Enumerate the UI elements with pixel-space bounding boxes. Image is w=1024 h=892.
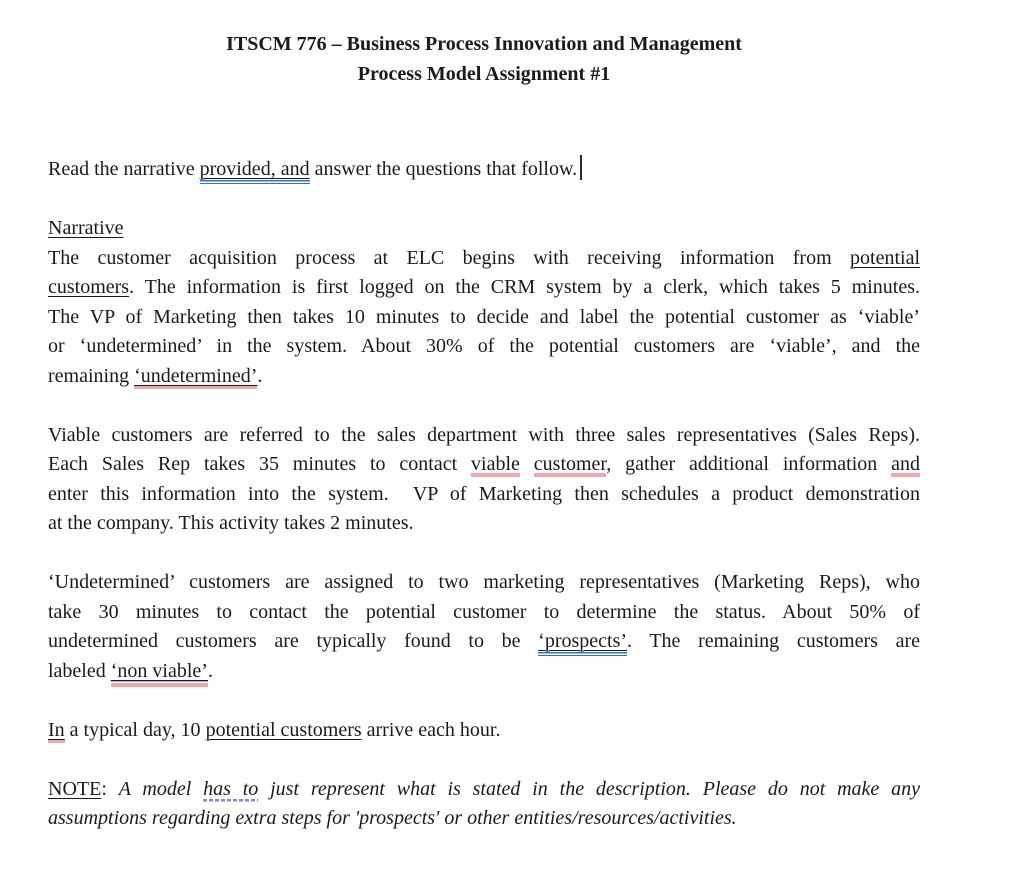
- text-line: [48, 509, 920, 539]
- text-run: . The remaining customers are: [627, 630, 920, 652]
- text-run: just represent what is stated in the description. Please do not make any: [258, 777, 920, 800]
- text-run: .: [257, 364, 263, 387]
- text-line: [48, 598, 920, 628]
- note-paragraph: [48, 775, 920, 834]
- document-body: [48, 155, 920, 834]
- text-line: [48, 244, 920, 274]
- text-run: Read the narrative: [48, 158, 200, 180]
- narrative-paragraph: [48, 214, 920, 391]
- underlined-text: potential customers: [205, 718, 362, 741]
- text-line: [48, 657, 920, 687]
- text-run: The VP of Marketing then takes 10 minutes to decide and label the potential customer as ‘viable’: [48, 305, 920, 328]
- text-run: :: [101, 777, 119, 800]
- text-line: [48, 627, 920, 657]
- text-line: [48, 362, 920, 392]
- typical-day-paragraph: [48, 716, 920, 746]
- document-title: [48, 30, 920, 89]
- text-line: [48, 421, 920, 451]
- underlined-text: Narrative: [48, 217, 124, 239]
- text-line: [48, 303, 920, 333]
- text-line: [48, 775, 920, 805]
- viable-customers-paragraph: [48, 421, 920, 539]
- text-line: [48, 716, 920, 746]
- text-run: take 30 minutes to contact the potential customer to determine the status. About 50% of: [48, 600, 920, 623]
- document-title-line1: ITSCM 776 – Business Process Innovation and Management: [226, 33, 742, 55]
- text-run: at the company. This activity takes 2 minutes.: [48, 512, 414, 534]
- text-line: [48, 804, 920, 834]
- text-line: [48, 568, 920, 598]
- text-run: The customer acquisition process at ELC begins with receiving information from: [48, 246, 851, 269]
- underlined-text: customers: [48, 276, 130, 298]
- text-run: .: [207, 659, 213, 682]
- text-run: Viable customers are referred to the sales department with three sales representatives (Sales Reps).: [48, 423, 920, 446]
- text-run: labeled: [48, 659, 111, 682]
- text-line: [48, 332, 920, 362]
- text-run: undetermined customers are typically found to be: [48, 630, 539, 652]
- spelling-marked-text: In: [48, 718, 65, 741]
- text-line: [48, 273, 920, 303]
- text-run: ‘Undetermined’ customers are assigned to two marketing representatives (Marketing Reps), who: [48, 571, 920, 593]
- text-line: [48, 155, 920, 185]
- undetermined-customers-paragraph: [48, 568, 920, 686]
- text-line: [48, 214, 920, 244]
- spelling-and-grammar-marked-text: ‘non viable’: [111, 660, 208, 687]
- spelling-marked-text: viable: [471, 453, 520, 475]
- grammar-marked-text: provided, and: [200, 158, 310, 184]
- text-run: assumptions regarding extra steps for 'prospects' or other entities/resources/activities.: [48, 807, 737, 829]
- text-run: answer the questions that follow.: [309, 158, 578, 180]
- text-run: remaining: [48, 364, 135, 387]
- underlined-text: potential: [850, 246, 920, 269]
- spelling-marked-text: customer: [533, 453, 607, 475]
- text-run: arrive each hour.: [361, 718, 501, 741]
- grammar-marked-text: ‘prospects’: [538, 630, 627, 656]
- intro-paragraph: [48, 155, 920, 185]
- refinement-marked-text: has to: [203, 777, 259, 800]
- underlined-text: NOTE: [48, 777, 102, 800]
- document-title-line2: Process Model Assignment #1: [357, 62, 611, 85]
- text-run: Each Sales Rep takes 35 minutes to contact: [48, 453, 472, 475]
- text-run: a typical day, 10: [64, 718, 206, 741]
- text-cursor: [580, 155, 582, 180]
- text-run: A model: [118, 777, 204, 800]
- text-run: . The information is first logged on the CRM system by a clerk, which takes 5 minutes.: [129, 276, 920, 298]
- text-line: [48, 480, 920, 510]
- text-run: enter this information into the system. VP of Marketing then schedules a product demonstration: [48, 482, 920, 505]
- text-run: [520, 453, 534, 475]
- text-run: or ‘undetermined’ in the system. About 30% of the potential customers are ‘viable’, and the: [48, 335, 920, 357]
- spelling-marked-text: and: [891, 453, 921, 475]
- text-run: , gather additional information: [606, 453, 892, 475]
- spelling-marked-text: ‘undetermined’: [134, 364, 258, 387]
- text-line: [48, 450, 920, 480]
